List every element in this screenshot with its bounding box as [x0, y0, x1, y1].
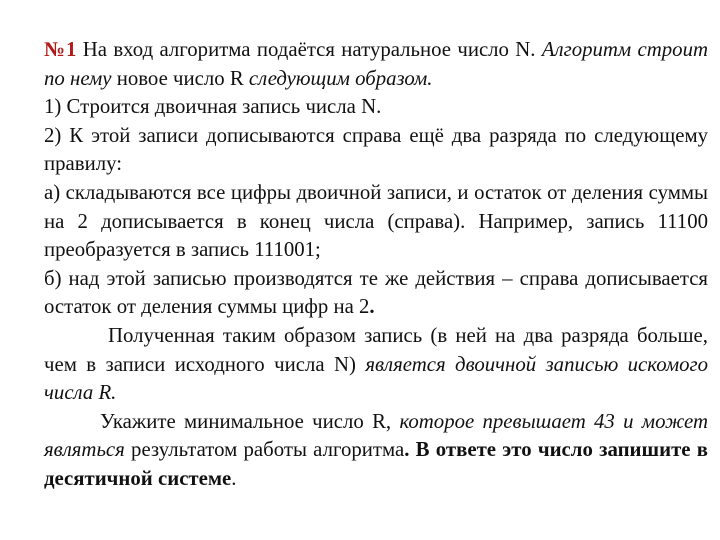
rule-a: а) складываются все цифры двоичной записи, и остаток от деления суммы на 2 дописывается в конец числа (справа). Например, запись 11100 преобразуется в запись 111001; [44, 180, 708, 262]
problem-number: №1 [44, 38, 77, 61]
rule-b-period: . [369, 295, 375, 319]
result-paragraph [44, 322, 708, 408]
rule-b-text: б) над этой записью производятся те же действия – справа дописывается остаток от деления суммы цифр на 2 [44, 266, 708, 319]
problem-text [44, 36, 708, 494]
result-text-2: является двоичной записью искомого числа R. [44, 352, 708, 405]
step-2: 2) К этой записи дописываются справа ещё два разряда по следующему правилу: [44, 123, 708, 176]
intro-text-1: На вход алгоритма подаётся натуральное число N. [76, 38, 542, 61]
intro-text-4: следующим образом. [248, 66, 433, 90]
task-text-5: . [231, 466, 237, 490]
task-text-2: которое превышает 43 и может являться [44, 409, 708, 462]
result-text-1: Полученная таким образом запись (в ней на два разряда больше, чем в записи исходного числа N) [44, 323, 708, 376]
intro-text-2: Алгоритм строит по нему [44, 38, 708, 90]
task-text-1: Укажите минимальное число R, [100, 409, 400, 433]
step-1: 1) Строится двоичная запись числа N. [44, 95, 382, 119]
problem-intro [44, 36, 708, 93]
task-text-4: . В ответе это число запишите в десятичной системе [44, 438, 708, 490]
rule-b [44, 265, 708, 322]
task-text-3: результатом работы алгоритма [124, 438, 405, 462]
task-paragraph [44, 408, 708, 494]
intro-text-3: новое число R [111, 66, 249, 90]
